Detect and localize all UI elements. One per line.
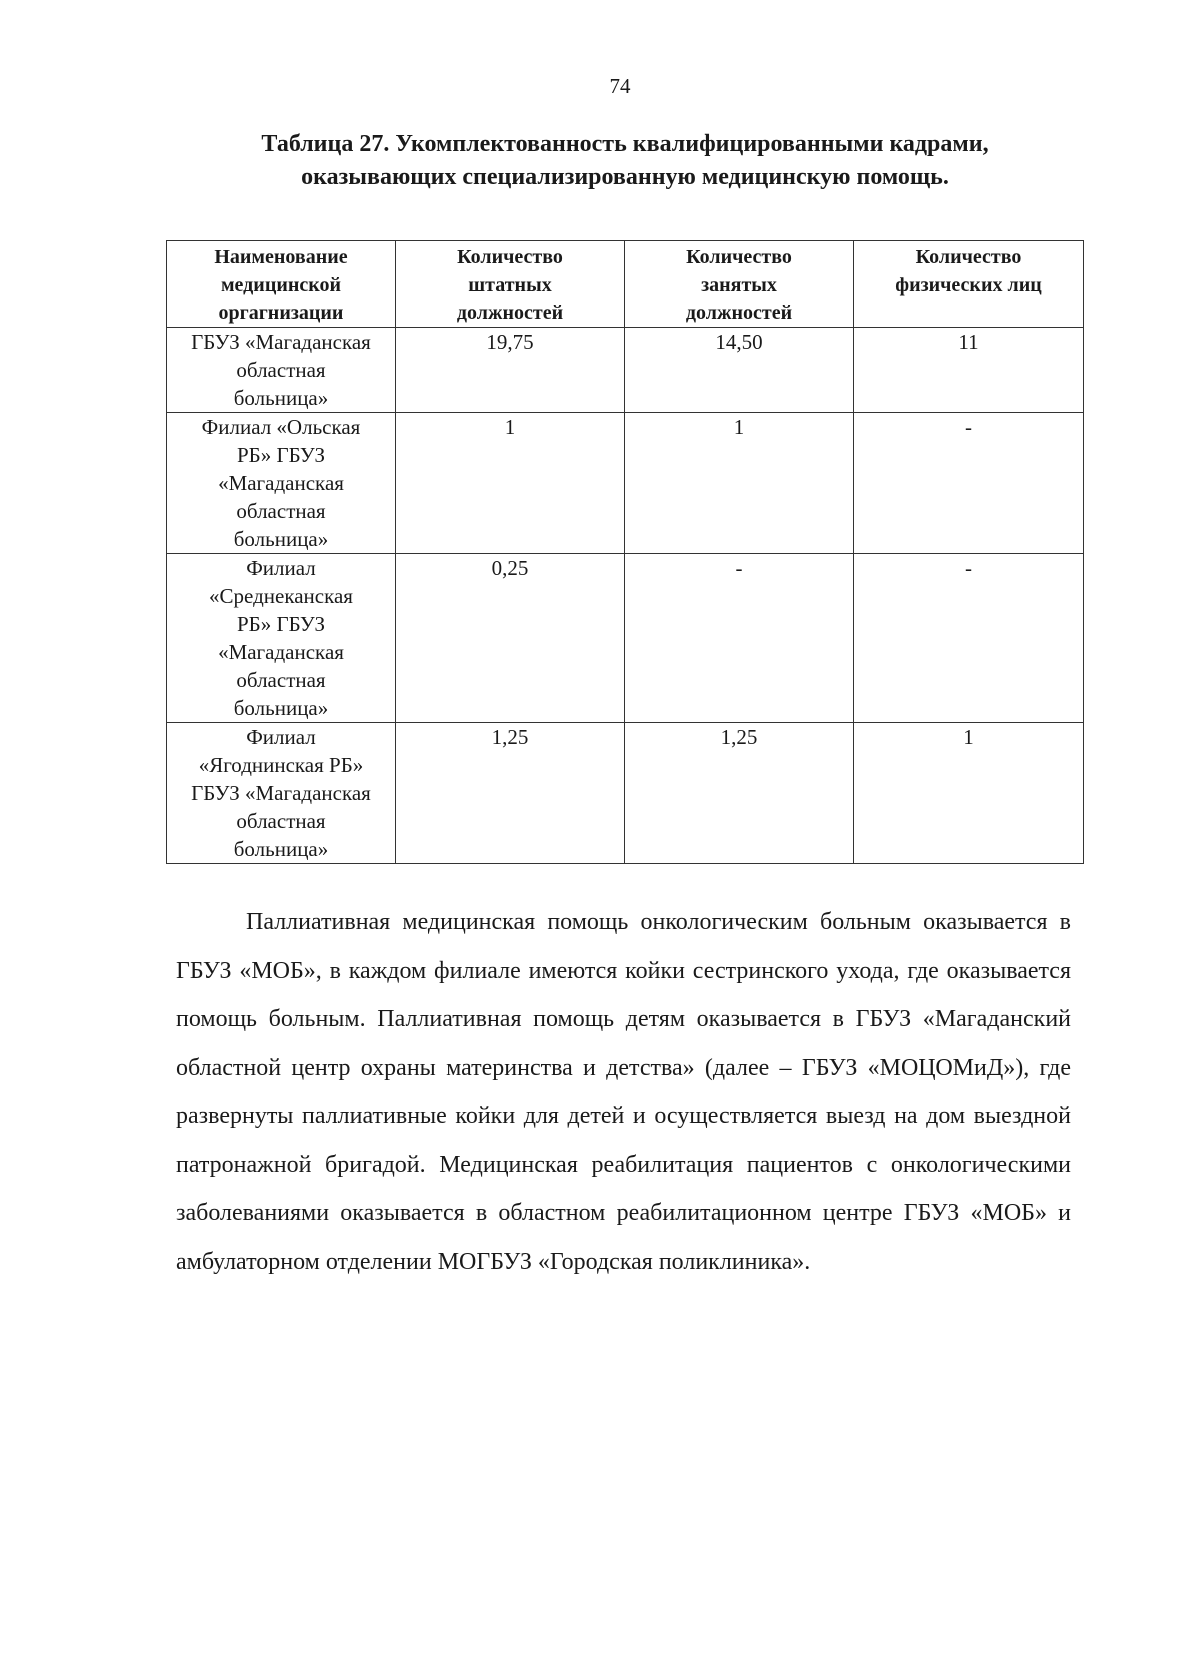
table-row: [167, 328, 1084, 413]
table-caption-line-1: Таблица 27. Укомплектованность квалифицированными кадрами,: [261, 131, 989, 157]
table-row: [167, 554, 1084, 723]
cell-staff-positions: 1,25: [396, 723, 625, 864]
page-number: 74: [609, 74, 631, 98]
cell-occupied-positions: -: [625, 554, 854, 723]
cell-individuals: 11: [854, 328, 1084, 413]
body-paragraph: Паллиативная медицинская помощь онкологическим больным оказывается в ГБУЗ «МОБ», в каждом филиале имеются койки сестринского ухода, где оказывается помощь больным. Паллиативная помощь детям оказывается в ГБУЗ «Магаданский областной центр охраны материнства и детства» (далее – ГБУЗ «МОЦОМиД»), где развернуты паллиативные койки для детей и осуществляется выезд на дом выездной патронажной бригадой. Медицинская реабилитация пациентов с онкологическими заболеваниями оказывается в областном реабилитационном центре ГБУЗ «МОБ» и амбулаторном отделении МОГБУЗ «Городская поликлиника».: [176, 909, 1071, 1275]
cell-organization: Филиал «Среднеканская РБ» ГБУЗ «Магаданская областная больница»: [167, 554, 396, 723]
cell-occupied-positions: 1,25: [625, 723, 854, 864]
table-row: [167, 413, 1084, 554]
table-row: [167, 723, 1084, 864]
cell-organization: Филиал «Ягоднинская РБ» ГБУЗ «Магаданская областная больница»: [167, 723, 396, 864]
cell-staff-positions: 19,75: [396, 328, 625, 413]
table-caption-line-2: оказывающих специализированную медицинскую помощь.: [301, 164, 949, 190]
table-caption: [160, 128, 1090, 194]
cell-occupied-positions: 14,50: [625, 328, 854, 413]
header-staff-positions: Количество штатных должностей: [396, 241, 625, 328]
table-header-row: [167, 241, 1084, 328]
cell-individuals: -: [854, 413, 1084, 554]
cell-occupied-positions: 1: [625, 413, 854, 554]
cell-organization: Филиал «Ольская РБ» ГБУЗ «Магаданская областная больница»: [167, 413, 396, 554]
header-occupied-positions: Количество занятых должностей: [625, 241, 854, 328]
cell-individuals: 1: [854, 723, 1084, 864]
header-individuals: Количество физических лиц: [854, 241, 1084, 328]
cell-staff-positions: 0,25: [396, 554, 625, 723]
header-organization: Наименование медицинской оргагнизации: [167, 241, 396, 328]
cell-organization: ГБУЗ «Магаданская областная больница»: [167, 328, 396, 413]
cell-individuals: -: [854, 554, 1084, 723]
staffing-table: [166, 240, 1084, 864]
cell-staff-positions: 1: [396, 413, 625, 554]
